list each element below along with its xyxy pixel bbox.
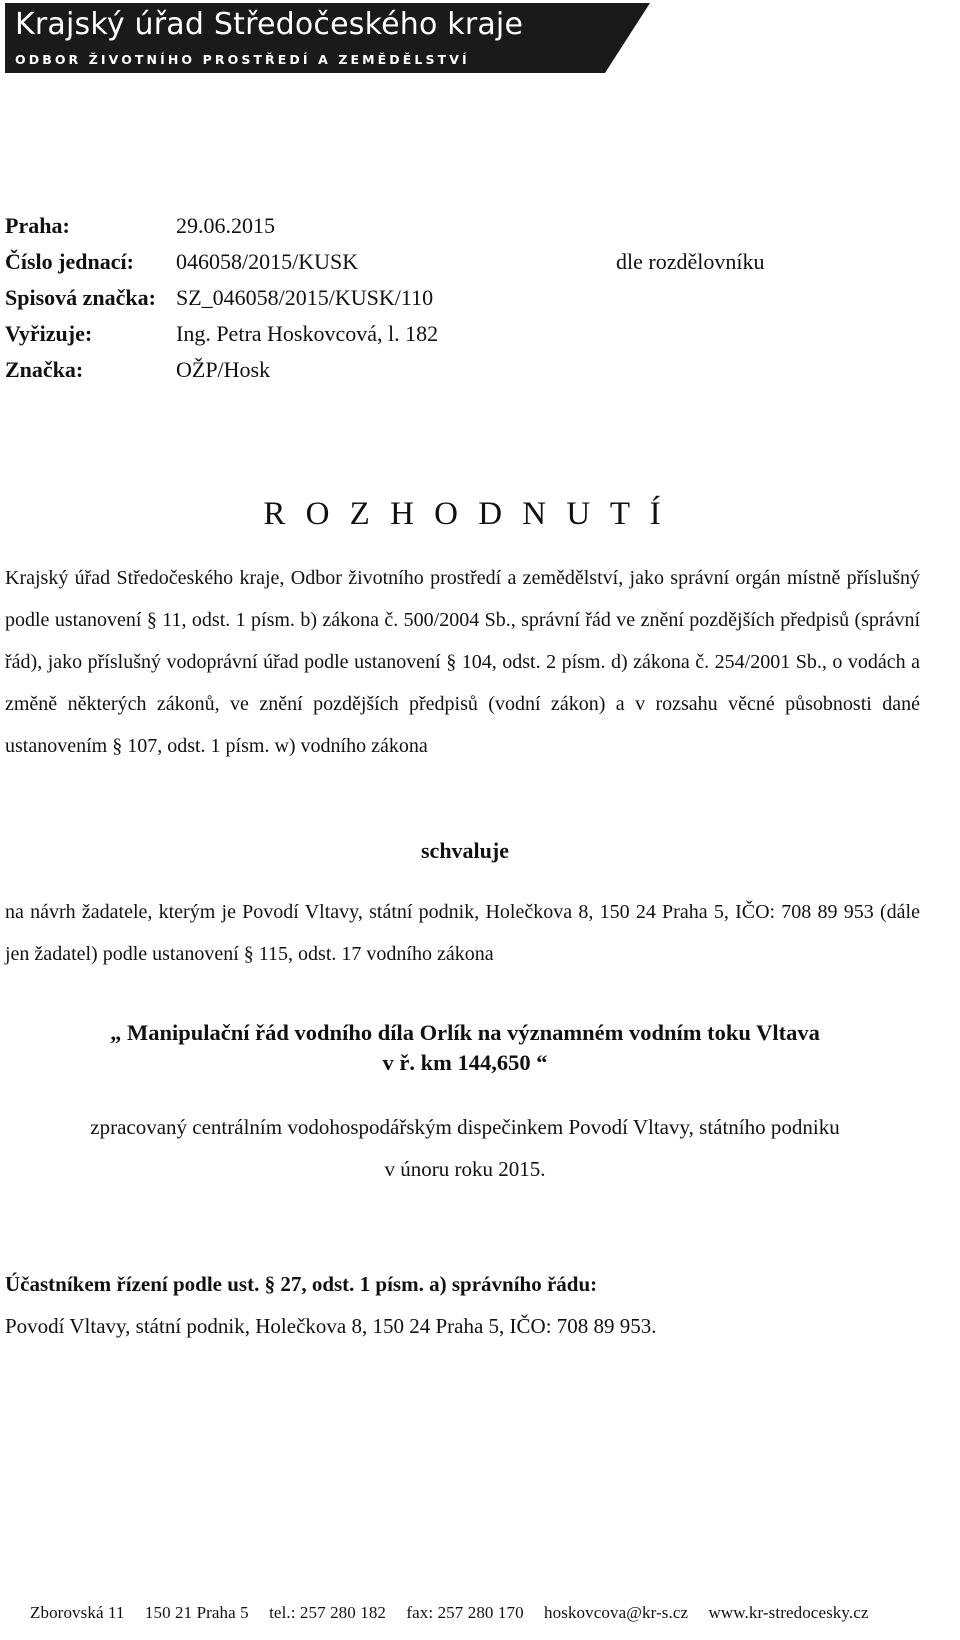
decision-subject [0, 1018, 930, 1078]
meta-row-date [5, 208, 438, 244]
subject-line: „ Manipulační řád vodního díla Orlík na významném vodním toku Vltava [110, 1020, 820, 1045]
meta-label: Číslo jednací: [5, 249, 134, 274]
decision-verb: schvaluje [421, 838, 509, 863]
intro-paragraph: Krajský úřad Středočeského kraje, Odbor životního prostředí a zemědělství, jako správní orgán místně příslušný podle ustanovení § 11, odst. 1 písm. b) zákona č. 500/2004 Sb., správní řád ve znění pozdějších předpisů (správní řád), jako příslušný vodoprávní úřad podle ustanovení § 104, odst. 2 písm. d) zákona č. 254/2001 Sb., o vodách a změně některých zákonů, ve znění pozdějších předpisů (vodní zákon) a v rozsahu věcné působnosti dané ustanovením § 107, odst. 1 písm. w) vodního zákona [5, 567, 920, 757]
participants-heading: Účastníkem řízení podle ust. § 27, odst. 1 písm. a) správního řádu: [5, 1272, 598, 1296]
meta-value: 046058/2015/KUSK [176, 249, 359, 274]
applicant-paragraph: na návrh žadatele, kterým je Povodí Vltavy, státní podnik, Holečkova 8, 150 24 Praha 5, IČO: 708 89 953 (dále jen žadatel) podle ustanovení § 115, odst. 17 vodního zákona [5, 901, 920, 965]
meta-value: 29.06.2015 [176, 213, 275, 238]
footer-contacts [30, 1603, 869, 1623]
meta-label: Spisová značka: [5, 285, 156, 310]
meta-label: Praha: [5, 213, 70, 238]
document-meta [5, 208, 438, 388]
prepared-line: zpracovaný centrálním vodohospodářským dispečinkem Povodí Vltavy, státního podniku [90, 1115, 840, 1139]
participants-value: Povodí Vltavy, státní podnik, Holečkova 8, 150 24 Praha 5, IČO: 708 89 953. [5, 1314, 657, 1338]
meta-value: SZ_046058/2015/KUSK/110 [176, 285, 434, 310]
header-banner [5, 3, 650, 73]
document-title: R O Z H O D N U T Í [263, 496, 667, 532]
department-name: ODBOR ŽIVOTNÍHO PROSTŘEDÍ A ZEMĚDĚLSTVÍ [15, 52, 470, 67]
prepared-line: v únoru roku 2015. [384, 1157, 546, 1181]
footer-web-link[interactable]: www.kr-stredocesky.cz [708, 1603, 869, 1622]
meta-value: OŽP/Hosk [176, 357, 271, 382]
office-name: Krajský úřad Středočeského kraje [15, 7, 524, 42]
meta-label: Vyřizuje: [5, 321, 93, 346]
meta-row-mark [5, 352, 438, 388]
meta-row-handled-by [5, 316, 438, 352]
meta-row-file-mark [5, 280, 438, 316]
meta-label: Značka: [5, 357, 84, 382]
meta-row-reference-number [5, 244, 438, 280]
footer-email-link[interactable]: hoskovcova@kr-s.cz [544, 1603, 689, 1622]
subject-line: v ř. km 144,650 “ [382, 1050, 548, 1075]
footer-city: 150 21 Praha 5 [144, 1603, 249, 1622]
footer-fax: fax: 257 280 170 [406, 1603, 524, 1622]
meta-value: Ing. Petra Hoskovcová, l. 182 [176, 321, 439, 346]
footer-street: Zborovská 11 [30, 1603, 125, 1622]
footer-phone: tel.: 257 280 182 [269, 1603, 387, 1622]
recipient: dle rozdělovníku [616, 249, 765, 274]
prepared-by [0, 1106, 930, 1190]
